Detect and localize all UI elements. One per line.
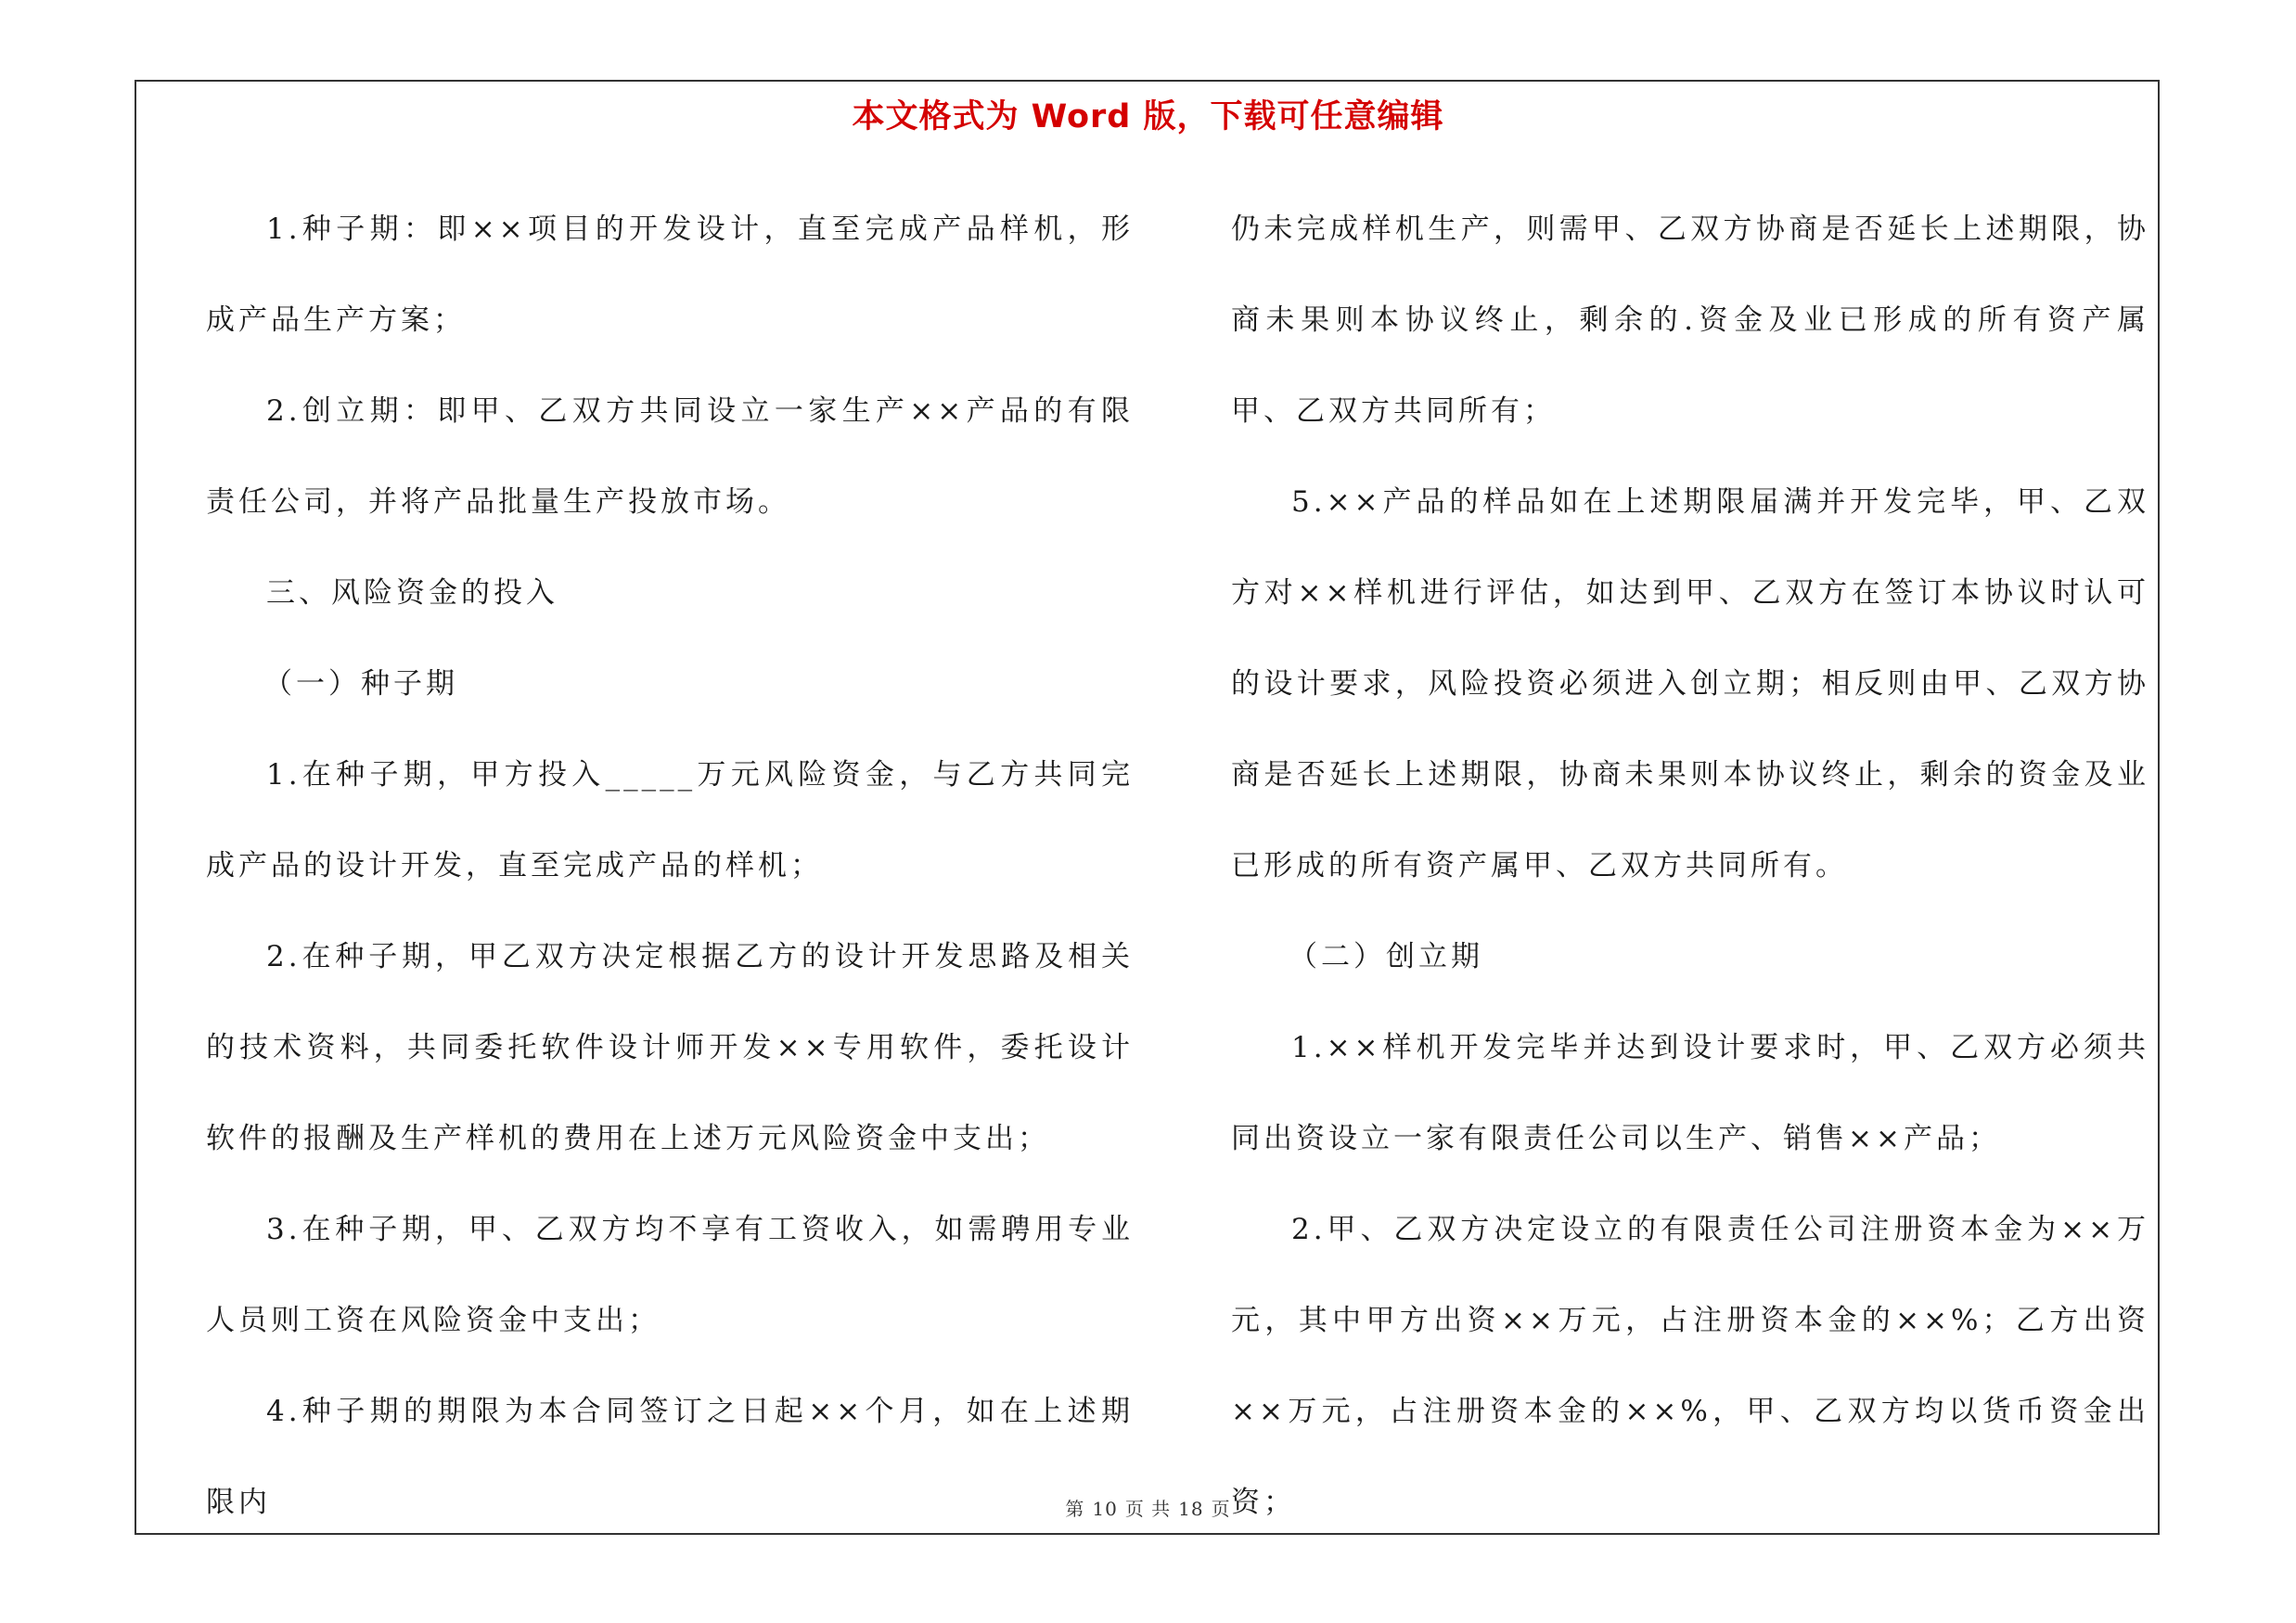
subsection-heading-founding-stage: （二）创立期 [1289,940,1483,973]
footer-label-prefix: 第 [1065,1498,1085,1520]
paragraph-founding-stage-definition: 2.创立期：即甲、乙双方共同设立一家生产××产品的有限责任公司，并将产品批量生产投放市场。 [206,394,1134,519]
footer-current-page: 10 [1092,1498,1118,1520]
paragraph-seed-term-continued: 仍未完成样机生产，则需甲、乙双方协商是否延长上述期限，协商未果则本协议终止，剩余的.资金及业已形成的所有资产属甲、乙双方共同所有； [1231,213,2149,428]
paragraph-seed-software: 2.在种子期，甲乙双方决定根据乙方的设计开发思路及相关的技术资料，共同委托软件设计师开发××专用软件，委托设计软件的报酬及生产样机的费用在上述万元风险资金中支出； [206,940,1134,1155]
section-heading-risk-capital: 三、风险资金的投入 [266,576,558,610]
paragraph-seed-salary: 3.在种子期，甲、乙双方均不享有工资收入，如需聘用专业人员则工资在风险资金中支出； [206,1213,1134,1337]
paragraph-registered-capital: 2.甲、乙双方决定设立的有限责任公司注册资本金为××万元，其中甲方出资××万元，占注册资本金的××%；乙方出资××万元，占注册资本金的××%，甲、乙双方均以货币资金出资； [1231,1213,2149,1519]
left-column [206,184,1134,1548]
paragraph-sample-evaluation: 5.××产品的样品如在上述期限届满并开发完毕，甲、乙双方对××样机进行评估，如达到甲、乙双方在签订本协议时认可的设计要求，风险投资必须进入创立期；相反则由甲、乙双方协商是否延长上述期限，协商未果则本协议终止，剩余的资金及业已形成的所有资产属甲、乙双方共同所有。 [1231,485,2149,882]
paragraph-company-establishment: 1.××样机开发完毕并达到设计要求时，甲、乙双方必须共同出资设立一家有限责任公司以生产、销售××产品； [1231,1031,2149,1155]
footer-total-pages: 18 [1178,1498,1204,1520]
page-footer [0,1494,2296,1521]
subsection-heading-seed-stage: （一）种子期 [263,667,458,701]
footer-label-middle: 页 共 [1124,1498,1172,1520]
paragraph-seed-stage-definition: 1.种子期：即××项目的开发设计，直至完成产品样机，形成产品生产方案； [206,213,1134,337]
paragraph-seed-term: 4.种子期的期限为本合同签订之日起××个月，如在上述期限内 [206,1395,1134,1519]
header-banner-text: 本文格式为 Word 版，下载可任意编辑 [852,98,1444,135]
header-banner [0,91,2296,137]
right-column [1231,184,2149,1548]
footer-label-suffix: 页 [1211,1498,1231,1520]
paragraph-seed-investment: 1.在种子期，甲方投入_____万元风险资金，与乙方共同完成产品的设计开发，直至完成产品的样机； [206,758,1134,882]
